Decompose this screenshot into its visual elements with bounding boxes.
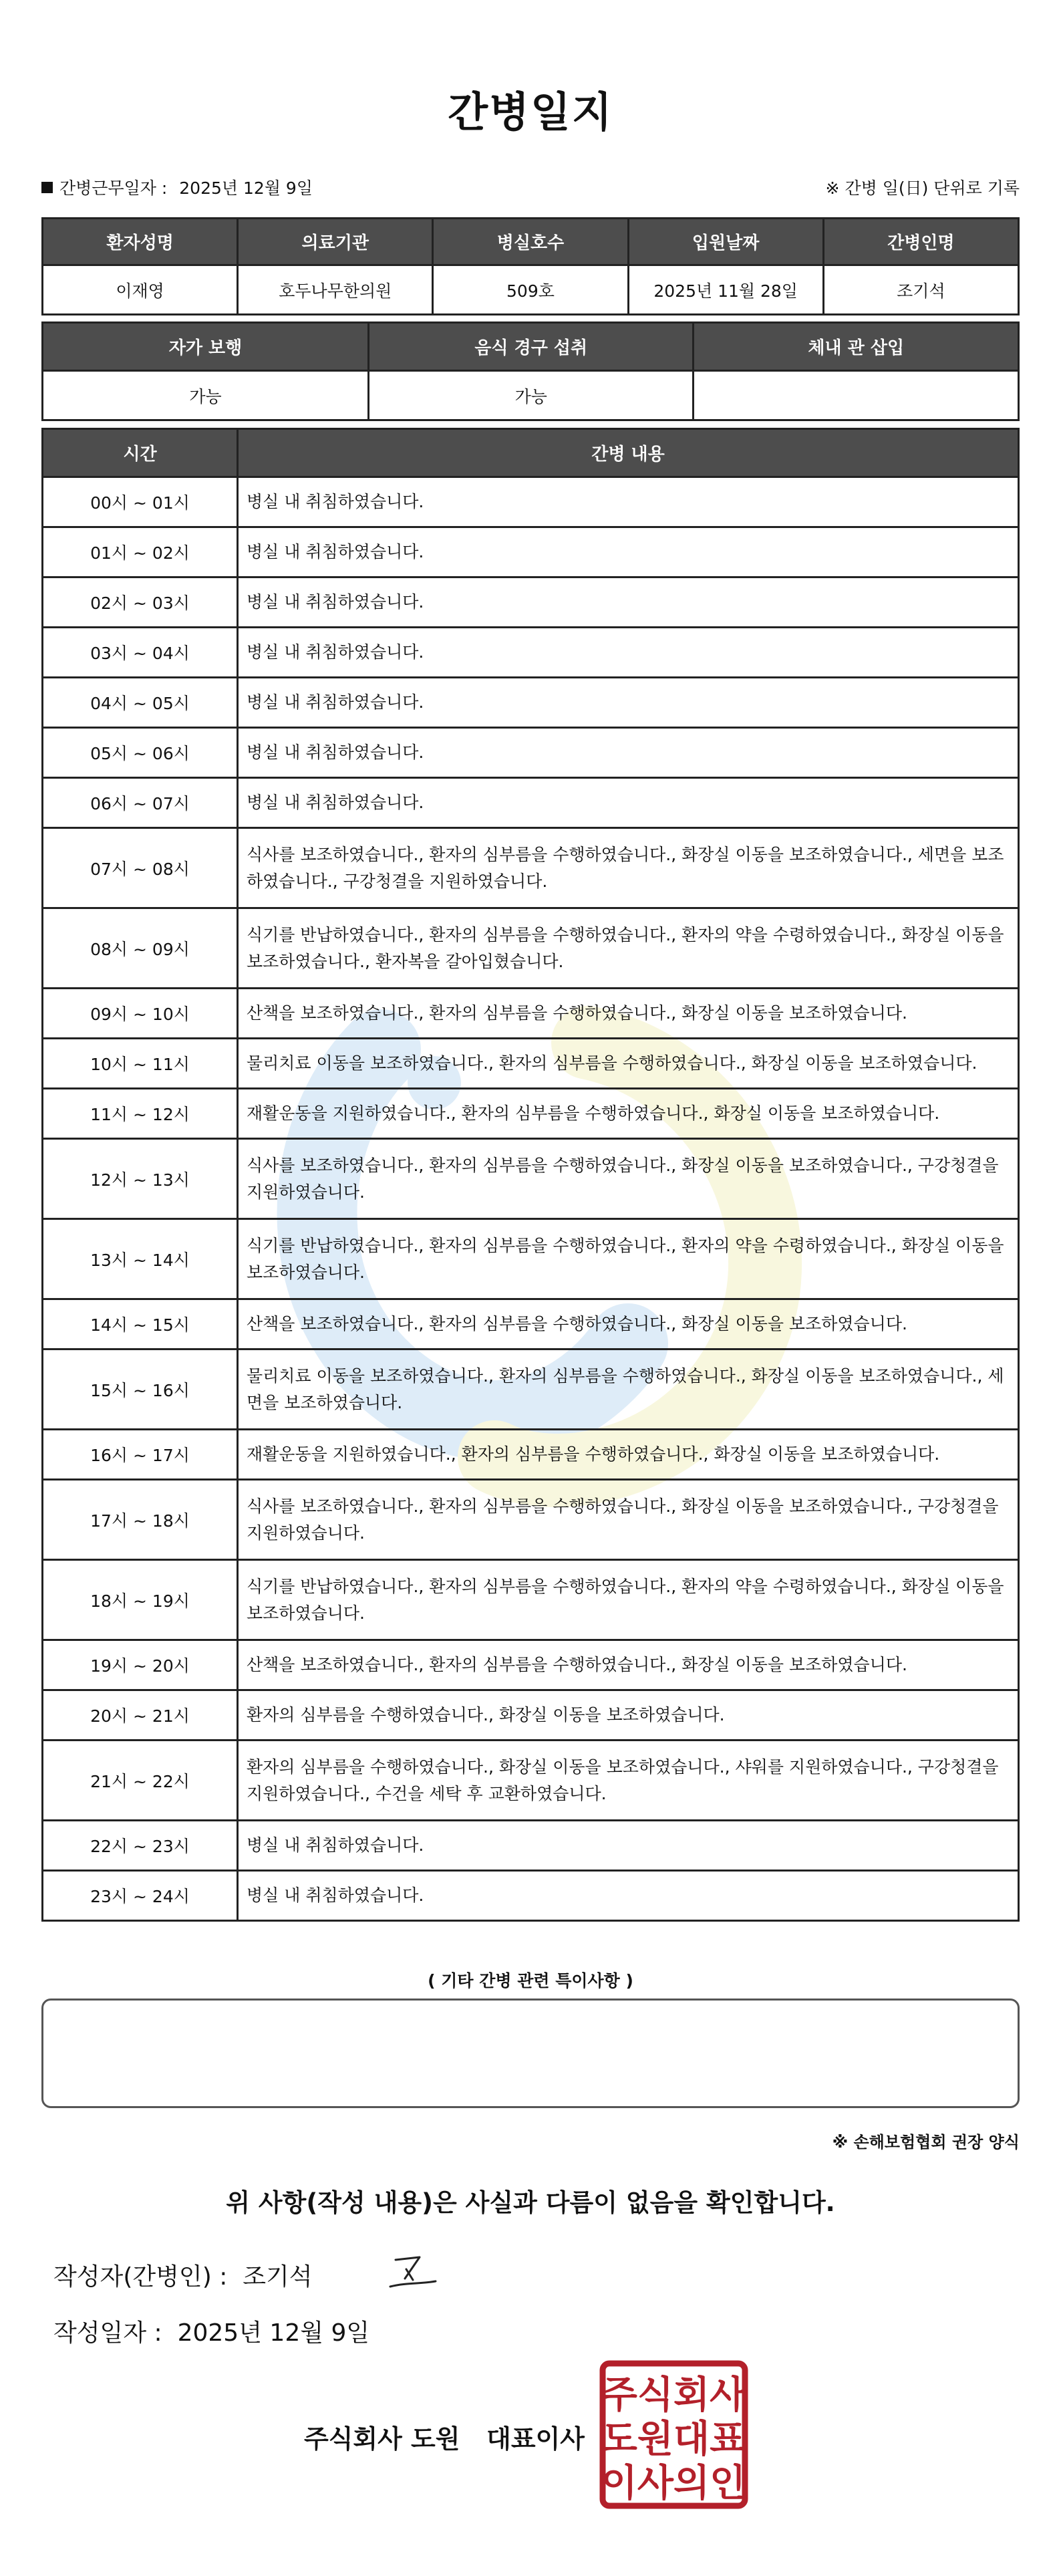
table-row — [43, 1821, 1019, 1871]
table-row — [43, 1219, 1019, 1299]
recommend-note: ※ 손해보험협회 권장 양식 — [832, 2133, 1020, 2152]
row-care-content: 식기를 반납하였습니다., 환자의 심부름을 수행하였습니다., 환자의 약을 수령하였습니다., 화장실 이동을 보조하였습니다. — [238, 1560, 1019, 1640]
unit-note: ※ 간병 일(日) 단위로 기록 — [825, 178, 1020, 198]
svg-text:이사의인: 이사의인 — [601, 2462, 746, 2505]
header-room-number: 병실호수 — [433, 219, 628, 265]
row-care-content: 재활운동을 지원하였습니다., 환자의 심부름을 수행하였습니다., 화장실 이동을 보조하였습니다. — [238, 1430, 1019, 1480]
patient-status-table — [41, 321, 1020, 421]
row-time: 02시 ~ 03시 — [43, 577, 238, 628]
company-seal-icon — [599, 2359, 749, 2510]
writer-label: 작성자(간병인) : — [53, 2263, 228, 2291]
square-bullet-icon — [41, 182, 53, 193]
table-row — [43, 1690, 1019, 1741]
row-time: 11시 ~ 12시 — [43, 1089, 238, 1139]
table-row — [43, 577, 1019, 628]
signature-icon — [386, 2249, 440, 2296]
table-row — [43, 628, 1019, 678]
row-care-content: 병실 내 취침하였습니다. — [238, 1821, 1019, 1871]
header-self-walking: 자가 보행 — [43, 323, 369, 371]
header-caregiver-name: 간병인명 — [823, 219, 1018, 265]
table-row — [43, 1640, 1019, 1690]
row-care-content: 병실 내 취침하였습니다. — [238, 527, 1019, 577]
memo-box — [41, 1999, 1020, 2108]
work-date-line — [41, 175, 313, 199]
header-tube-insertion: 체내 관 삽입 — [694, 323, 1019, 371]
row-time: 20시 ~ 21시 — [43, 1690, 238, 1741]
table-row — [43, 1299, 1019, 1349]
table-row — [43, 1560, 1019, 1640]
row-care-content: 산책을 보조하였습니다., 환자의 심부름을 수행하였습니다., 화장실 이동을 보조하였습니다. — [238, 1640, 1019, 1690]
table-row — [43, 1741, 1019, 1821]
company-representative: 주식회사 도원 대표이사 — [304, 2424, 585, 2454]
row-time: 21시 ~ 22시 — [43, 1741, 238, 1821]
row-care-content: 산책을 보조하였습니다., 환자의 심부름을 수행하였습니다., 화장실 이동을 보조하였습니다. — [238, 989, 1019, 1039]
row-time: 00시 ~ 01시 — [43, 477, 238, 527]
header-hospital: 의료기관 — [238, 219, 433, 265]
row-time: 07시 ~ 08시 — [43, 828, 238, 908]
row-care-content: 물리치료 이동을 보조하였습니다., 환자의 심부름을 수행하였습니다., 화장실 이동을 보조하였습니다. — [238, 1039, 1019, 1089]
row-care-content: 병실 내 취침하였습니다. — [238, 728, 1019, 778]
memo-label: ( 기타 간병 관련 특이사항 ) — [428, 1971, 633, 1990]
row-care-content: 재활운동을 지원하였습니다., 환자의 심부름을 수행하였습니다., 화장실 이동을 보조하였습니다. — [238, 1089, 1019, 1139]
table-row — [43, 1430, 1019, 1480]
table-row — [43, 477, 1019, 527]
row-care-content: 식사를 보조하였습니다., 환자의 심부름을 수행하였습니다., 화장실 이동을 보조하였습니다., 구강청결을 지원하였습니다. — [238, 1480, 1019, 1560]
row-time: 12시 ~ 13시 — [43, 1139, 238, 1219]
row-care-content: 환자의 심부름을 수행하였습니다., 화장실 이동을 보조하였습니다., 샤워를 지원하였습니다., 구강청결을 지원하였습니다., 수건을 세탁 후 교환하였습니다. — [238, 1741, 1019, 1821]
svg-text:주식회사: 주식회사 — [601, 2373, 746, 2417]
row-time: 18시 ~ 19시 — [43, 1560, 238, 1640]
row-time: 17시 ~ 18시 — [43, 1480, 238, 1560]
row-time: 08시 ~ 09시 — [43, 908, 238, 989]
row-time: 15시 ~ 16시 — [43, 1349, 238, 1430]
row-time: 04시 ~ 05시 — [43, 678, 238, 728]
room-number: 509호 — [433, 265, 628, 315]
row-time: 10시 ~ 11시 — [43, 1039, 238, 1089]
svg-text:도원대표: 도원대표 — [601, 2418, 746, 2461]
row-care-content: 산책을 보조하였습니다., 환자의 심부름을 수행하였습니다., 화장실 이동을 보조하였습니다. — [238, 1299, 1019, 1349]
row-time: 06시 ~ 07시 — [43, 778, 238, 828]
table-row — [43, 1139, 1019, 1219]
row-time: 01시 ~ 02시 — [43, 527, 238, 577]
header-admission-date: 입원날짜 — [628, 219, 823, 265]
date-value: 2025년 12월 9일 — [177, 2319, 370, 2347]
tube-insertion-value — [694, 371, 1019, 420]
date-line — [53, 2314, 369, 2348]
confirmation-statement: 위 사항(작성 내용)은 사실과 다름이 없음을 확인합니다. — [226, 2188, 835, 2217]
row-care-content: 병실 내 취침하였습니다. — [238, 577, 1019, 628]
table-row — [43, 1480, 1019, 1560]
row-time: 19시 ~ 20시 — [43, 1640, 238, 1690]
admission-date: 2025년 11월 28일 — [628, 265, 823, 315]
row-care-content: 물리치료 이동을 보조하였습니다., 환자의 심부름을 수행하였습니다., 화장실 이동을 보조하였습니다., 세면을 보조하였습니다. — [238, 1349, 1019, 1430]
patient-info-table — [41, 217, 1020, 315]
work-date-label: 간병근무일자 : — [59, 178, 168, 198]
table-row — [43, 527, 1019, 577]
table-row — [43, 1039, 1019, 1089]
row-time: 09시 ~ 10시 — [43, 989, 238, 1039]
header-patient-name: 환자성명 — [43, 219, 238, 265]
row-care-content: 병실 내 취침하였습니다. — [238, 477, 1019, 527]
table-row — [43, 1871, 1019, 1921]
row-care-content: 병실 내 취침하였습니다. — [238, 678, 1019, 728]
table-row — [43, 1089, 1019, 1139]
row-time: 03시 ~ 04시 — [43, 628, 238, 678]
date-label: 작성일자 : — [53, 2319, 162, 2347]
row-time: 05시 ~ 06시 — [43, 728, 238, 778]
row-time: 13시 ~ 14시 — [43, 1219, 238, 1299]
row-time: 23시 ~ 24시 — [43, 1871, 238, 1921]
document-title: 간병일지 — [448, 88, 613, 136]
row-time: 14시 ~ 15시 — [43, 1299, 238, 1349]
row-care-content: 식기를 반납하였습니다., 환자의 심부름을 수행하였습니다., 환자의 약을 수령하였습니다., 화장실 이동을 보조하였습니다., 환자복을 갈아입혔습니다. — [238, 908, 1019, 989]
row-care-content: 환자의 심부름을 수행하였습니다., 화장실 이동을 보조하였습니다. — [238, 1690, 1019, 1741]
row-care-content: 식사를 보조하였습니다., 환자의 심부름을 수행하였습니다., 화장실 이동을 보조하였습니다., 세면을 보조하였습니다., 구강청결을 지원하였습니다. — [238, 828, 1019, 908]
work-date-value: 2025년 12월 9일 — [179, 178, 313, 198]
header-care-content: 간병 내용 — [238, 429, 1019, 477]
table-row — [43, 678, 1019, 728]
row-care-content: 식사를 보조하였습니다., 환자의 심부름을 수행하였습니다., 화장실 이동을 보조하였습니다., 구강청결을 지원하였습니다. — [238, 1139, 1019, 1219]
writer-line — [53, 2258, 313, 2292]
table-row — [43, 908, 1019, 989]
self-walking-value: 가능 — [43, 371, 369, 420]
header-time: 시간 — [43, 429, 238, 477]
table-row — [43, 989, 1019, 1039]
row-time: 22시 ~ 23시 — [43, 1821, 238, 1871]
row-care-content: 식기를 반납하였습니다., 환자의 심부름을 수행하였습니다., 환자의 약을 수령하였습니다., 화장실 이동을 보조하였습니다. — [238, 1219, 1019, 1299]
oral-intake-value: 가능 — [368, 371, 694, 420]
row-time: 16시 ~ 17시 — [43, 1430, 238, 1480]
header-oral-intake: 음식 경구 섭취 — [368, 323, 694, 371]
table-row — [43, 1349, 1019, 1430]
table-row — [43, 728, 1019, 778]
row-care-content: 병실 내 취침하였습니다. — [238, 628, 1019, 678]
hospital-name: 호두나무한의원 — [238, 265, 433, 315]
row-care-content: 병실 내 취침하였습니다. — [238, 778, 1019, 828]
writer-name: 조기석 — [243, 2263, 313, 2291]
table-row — [43, 778, 1019, 828]
caregiver-name: 조기석 — [823, 265, 1018, 315]
table-row — [43, 828, 1019, 908]
patient-name: 이재영 — [43, 265, 238, 315]
care-log-table — [41, 428, 1020, 1922]
row-care-content: 병실 내 취침하였습니다. — [238, 1871, 1019, 1921]
